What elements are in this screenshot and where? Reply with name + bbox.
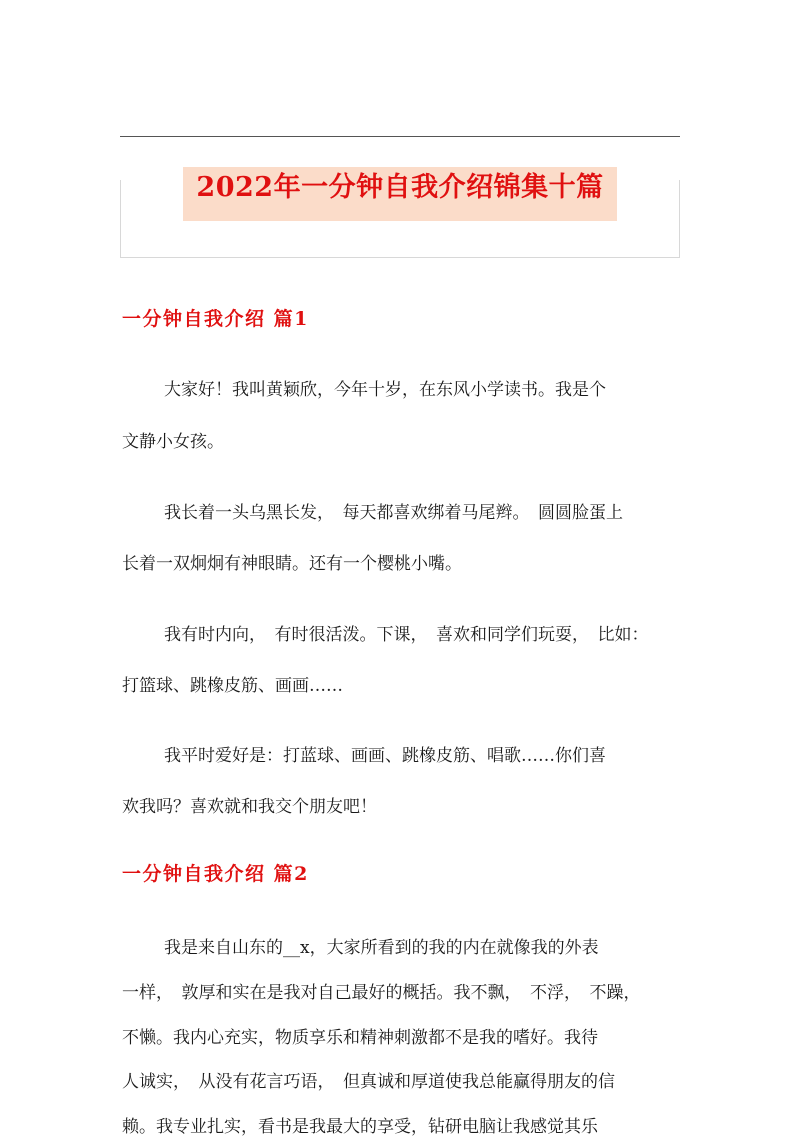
paragraph-line: 长着一双炯炯有神眼睛。还有一个樱桃小嘴。 [122,554,462,574]
paragraph-line: 我有时内向， 有时很活泼。下课， 喜欢和同学们玩耍， 比如： [164,625,649,645]
paragraph-line: 文静小女孩。 [122,432,224,452]
paragraph-line: 大家好！我叫黄颖欣，今年十岁，在东风小学读书。我是个 [164,380,606,400]
top-rule [120,136,680,137]
paragraph-line: 赖。我专业扎实，看书是我最大的享受，钻研电脑让我感觉其乐 [122,1117,598,1137]
document-title: 2022年一分钟自我介绍锦集十篇 [196,172,604,203]
paragraph-line: 我是来自山东的__x，大家所看到的我的内在就像我的外表 [164,938,599,958]
section-heading-1: 一分钟自我介绍 篇1 [122,308,309,330]
section-heading-2: 一分钟自我介绍 篇2 [122,863,309,885]
paragraph-line: 一样， 敦厚和实在是我对自己最好的概括。我不飘， 不浮， 不躁， [122,983,641,1003]
paragraph-line: 欢我吗？喜欢就和我交个朋友吧！ [122,797,377,817]
paragraph-line: 不懒。我内心充实，物质享乐和精神刺激都不是我的嗜好。我待 [122,1028,598,1048]
paragraph-line: 人诚实， 从没有花言巧语， 但真诚和厚道使我总能赢得朋友的信 [122,1072,615,1092]
paragraph-line: 我平时爱好是：打蓝球、画画、跳橡皮筋、唱歌……你们喜 [164,746,606,766]
paragraph-line: 打篮球、跳橡皮筋、画画…… [122,676,343,696]
paragraph-line: 我长着一头乌黑长发， 每天都喜欢绑着马尾辫。 圆圆脸蛋上 [164,503,623,523]
